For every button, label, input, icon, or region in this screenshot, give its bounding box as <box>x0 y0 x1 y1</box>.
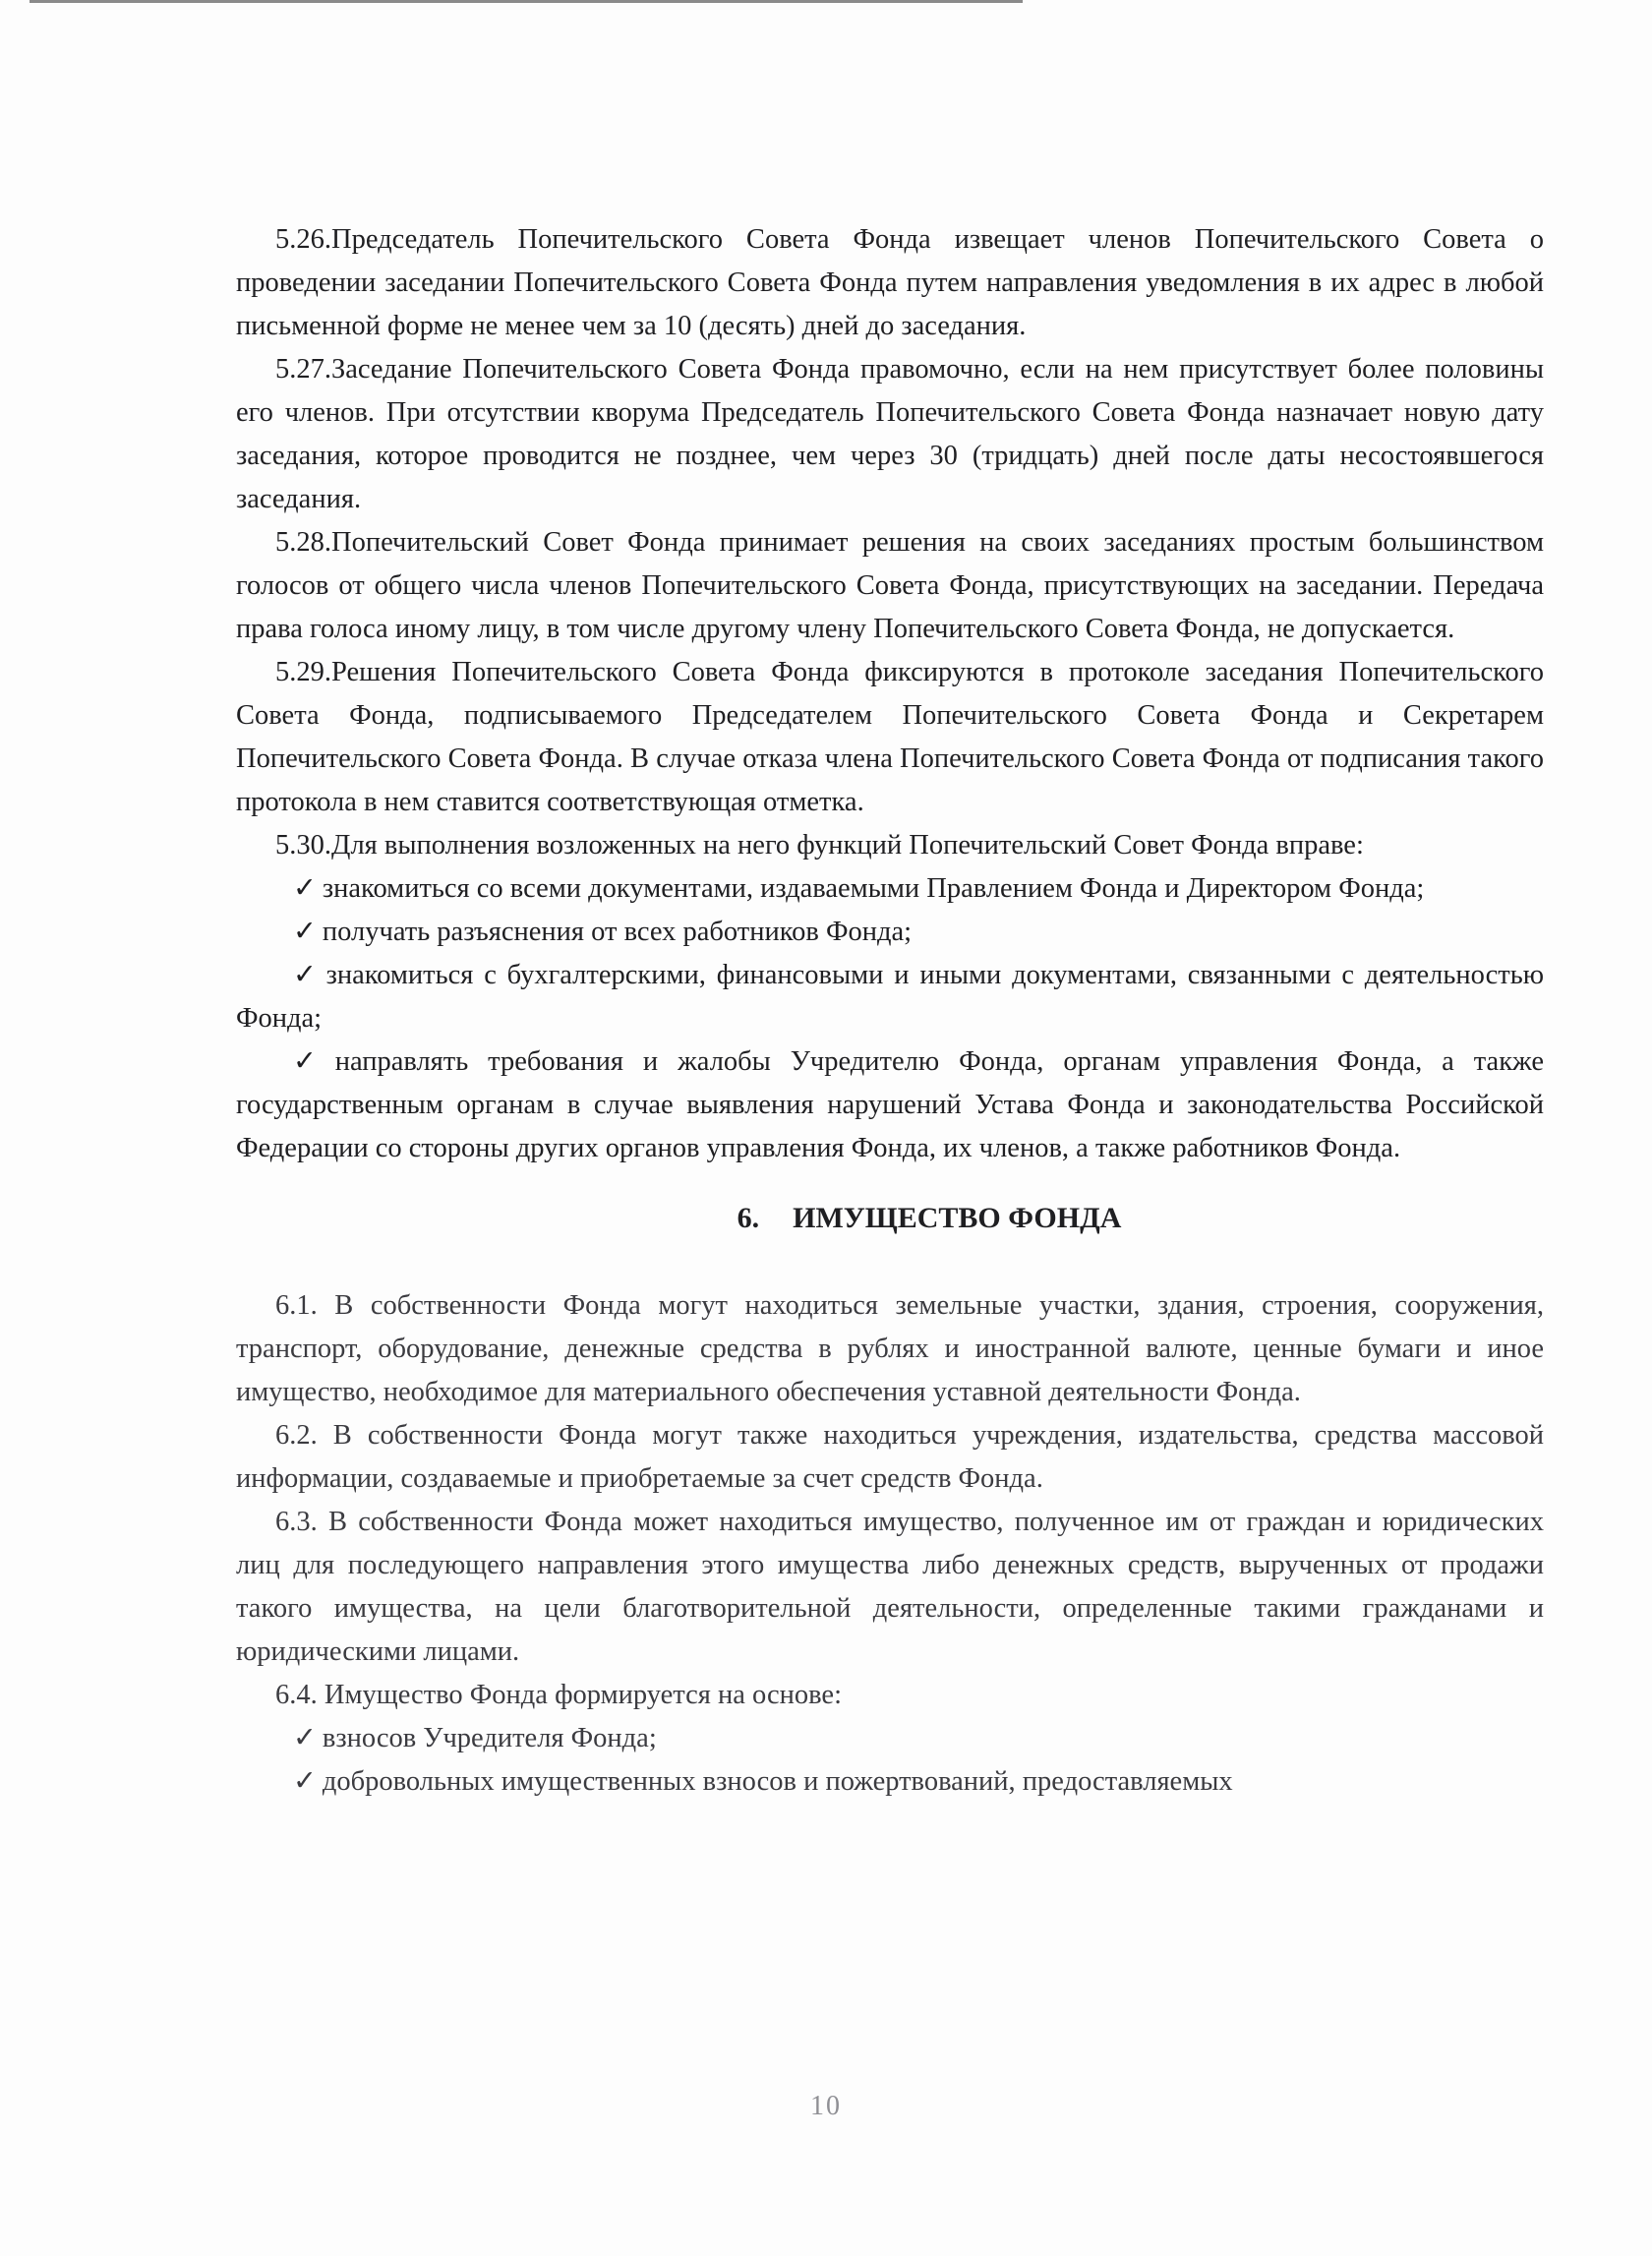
list-item <box>236 1040 1544 1170</box>
checkmark-icon: ✓ <box>293 1766 317 1797</box>
list-item-text: добровольных имущественных взносов и пожертвований, предоставляемых <box>322 1766 1233 1797</box>
page-content <box>236 218 1544 1804</box>
scan-edge-line <box>30 0 1023 3</box>
clause-5-28: 5.28.Попечительский Совет Фонда принимает решения на своих заседаниях простым большинством голосов от общего числа членов Попечительского Совета Фонда, присутствующих на заседании. Передача права голоса иному лицу, в том числе другому члену Попечительского Совета Фонда, не допускается. <box>236 527 1544 644</box>
clause-6-1: 6.1. В собственности Фонда могут находиться земельные участки, здания, строения, сооружения, транспорт, оборудование, денежные средства в рублях и иностранной валюте, ценные бумаги и иное имущество, необходимое для материального обеспечения уставной деятельности Фонда. <box>236 1290 1544 1407</box>
clause-6-3: 6.3. В собственности Фонда может находиться имущество, полученное им от граждан и юридических лиц для последующего направления этого имущества либо денежных средств, вырученных от продажи такого имущества, на цели благотворительной деятельности, определенные такими гражданами и юридическими лицами. <box>236 1507 1544 1667</box>
clause-5-26: 5.26.Председатель Попечительского Совета Фонда извещает членов Попечительского Совета о проведении заседании Попечительского Совета Фонда путем направления уведомления в их адрес в любой письменной форме не менее чем за 10 (десять) дней до заседания. <box>236 224 1544 341</box>
clause-6-2: 6.2. В собственности Фонда могут также находиться учреждения, издательства, средства массовой информации, создаваемые и приобретаемые за счет средств Фонда. <box>236 1420 1544 1494</box>
section-number: 6. <box>737 1202 760 1234</box>
list-item-text: получать разъяснения от всех работников Фонда; <box>322 917 913 947</box>
section-title: ИМУЩЕСТВО ФОНДА <box>793 1202 1122 1234</box>
checkmark-icon: ✓ <box>293 960 321 990</box>
section-heading <box>236 1202 1544 1235</box>
checkmark-icon: ✓ <box>293 873 317 904</box>
section-6-body <box>236 1284 1544 1804</box>
checkmark-icon: ✓ <box>293 1046 329 1077</box>
list-item-text: взносов Учредителя Фонда; <box>322 1723 657 1753</box>
page-number: 10 <box>810 2091 842 2121</box>
list-item-text: знакомиться с бухгалтерскими, финансовыми и иными документами, связанными с деятельностью Фонда; <box>236 960 1544 1034</box>
list-item-text: направлять требования и жалобы Учредителю Фонда, органам управления Фонда, а также государственным органам в случае выявления нарушений Устава Фонда и законодательства Российской Федерации со стороны других органов управления Фонда, их членов, а также работников Фонда. <box>236 1046 1545 1163</box>
checkmark-icon: ✓ <box>293 917 317 947</box>
list-item <box>236 1760 1544 1804</box>
list-item <box>236 911 1544 954</box>
clause-5-30: 5.30.Для выполнения возложенных на него функций Попечительский Совет Фонда вправе: <box>275 830 1364 861</box>
list-item <box>236 867 1544 911</box>
clause-5-29: 5.29.Решения Попечительского Совета Фонда фиксируются в протоколе заседания Попечительского Совета Фонда, подписываемого Председателем Попечительского Совета Фонда и Секретарем Попечительского Совета Фонда. В случае отказа члена Попечительского Совета Фонда от подписания такого протокола в нем ставится соответствующая отметка. <box>236 657 1544 817</box>
checkmark-icon: ✓ <box>293 1723 317 1753</box>
clause-6-4: 6.4. Имущество Фонда формируется на основе: <box>275 1680 842 1710</box>
list-item <box>236 954 1544 1040</box>
list-item <box>236 1717 1544 1760</box>
clause-5-27: 5.27.Заседание Попечительского Совета Фонда правомочно, если на нем присутствует более половины его членов. При отсутствии кворума Председатель Попечительского Совета Фонда назначает новую дату заседания, которое проводится не позднее, чем через 30 (тридцать) дней после даты несостоявшегося заседания. <box>236 354 1544 514</box>
list-item-text: знакомиться со всеми документами, издаваемыми Правлением Фонда и Директором Фонда; <box>322 873 1425 904</box>
